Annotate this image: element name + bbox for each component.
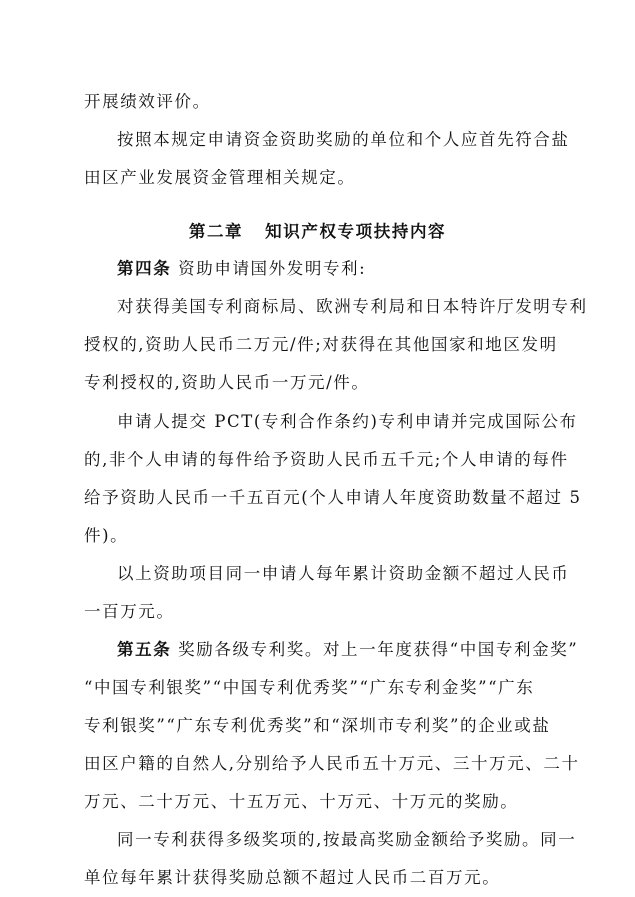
text-line: 件)。 (84, 526, 129, 545)
article-label: 第五条 (117, 640, 172, 659)
article-4-line (117, 259, 366, 279)
article-text: 奖励各级专利奖。对上一年度获得“中国专利金奖” (171, 640, 579, 659)
text-line: 申请人提交 PCT(专利合作条约)专利申请并完成国际公布 (117, 412, 578, 431)
article-5-line (117, 640, 578, 660)
chapter-title: 知识产权专项扶持内容 (265, 222, 447, 241)
text-line: 的,非个人申请的每件给予资助人民币五千元;个人申请的每件 (84, 450, 569, 469)
text-line: 开展绩效评价。 (84, 92, 211, 111)
article-label: 第四条 (117, 259, 172, 278)
text-line: 以上资助项目同一申请人每年累计资助金额不超过人民币 (117, 564, 570, 583)
text-line: 田区产业发展资金管理相关规定。 (84, 168, 356, 187)
text-line: 单位每年累计获得奖励总额不超过人民币二百万元。 (84, 868, 501, 887)
text-line: “中国专利银奖”“中国专利优秀奖”“广东专利金奖”“广东 (84, 678, 535, 697)
text-line: 授权的,资助人民币二万元/件;对获得在其他国家和地区发明 (84, 335, 558, 354)
text-line: 万元、二十万元、十五万元、十万元、十万元的奖励。 (84, 792, 519, 811)
text-line: 专利银奖”“广东专利优秀奖”和“深圳市专利奖”的企业或盐 (84, 716, 551, 735)
text-line: 对获得美国专利商标局、欧洲专利局和日本特许厅发明专利 (117, 297, 588, 316)
text-line: 按照本规定申请资金资助奖励的单位和个人应首先符合盐 (117, 130, 570, 149)
text-line: 一百万元。 (84, 602, 175, 621)
article-text: 资助申请国外发明专利: (171, 259, 367, 278)
chapter-number: 第二章 (188, 222, 244, 241)
text-line: 田区户籍的自然人,分别给予人民币五十万元、三十万元、二十 (84, 754, 580, 773)
text-line: 给予资助人民币一千五百元(个人申请人年度资助数量不超过 5 (84, 488, 582, 507)
text-line: 同一专利获得多级奖项的,按最高奖励金额给予奖励。同一 (117, 830, 577, 849)
chapter-heading (0, 222, 635, 242)
text-line: 专利授权的,资助人民币一万元/件。 (84, 373, 370, 392)
